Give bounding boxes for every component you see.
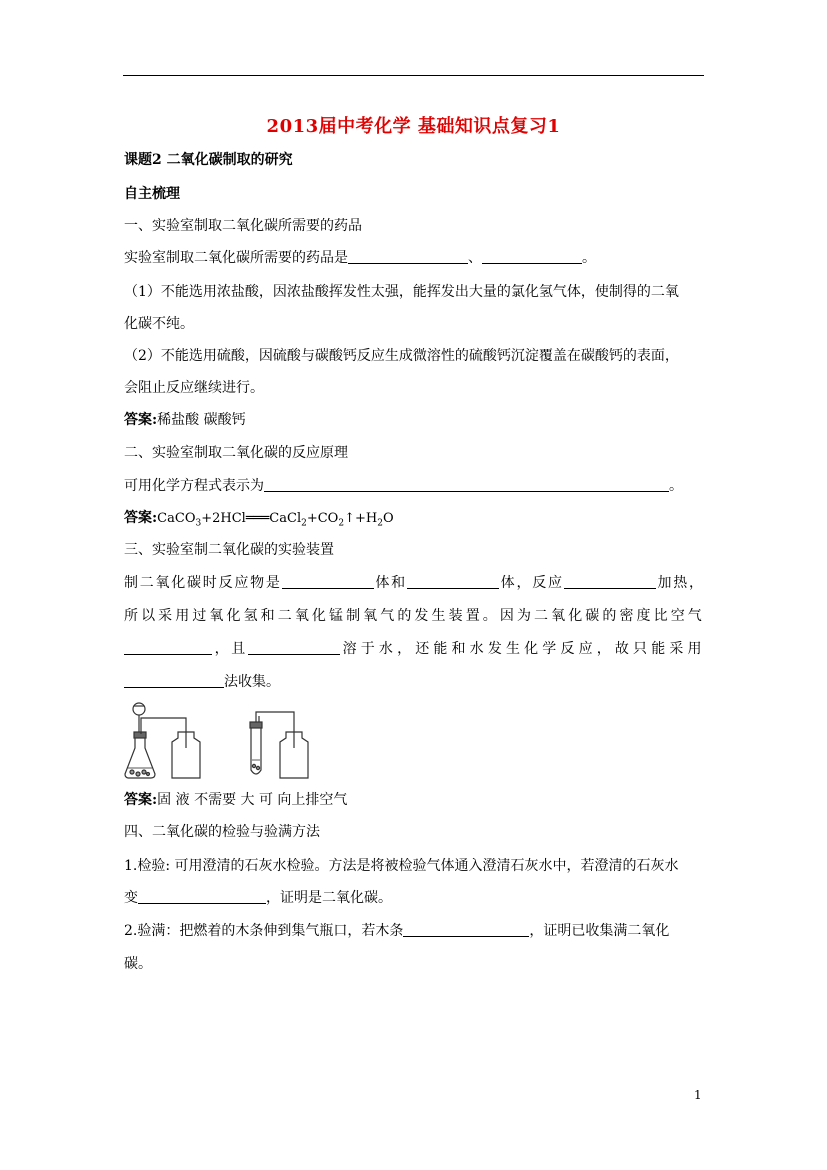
s4-heading: 四、二氧化碳的检验与验满方法	[124, 824, 320, 840]
s1-note2b: 会阻止反应继续进行。	[124, 380, 264, 396]
blank	[138, 889, 266, 904]
flask-apparatus-icon	[125, 703, 200, 778]
s3-answer: 答案:固 液 不需要 大 可 向上排空气	[124, 792, 348, 808]
blank	[403, 922, 529, 937]
s1-heading: 一、实验室制取二氧化碳所需要的药品	[124, 218, 362, 234]
header-rule	[123, 75, 704, 76]
s3-line4: 法收集。	[124, 672, 280, 692]
s2-heading: 二、实验室制取二氧化碳的反应原理	[124, 445, 348, 461]
blank	[407, 574, 499, 589]
blank	[124, 673, 224, 688]
blank	[564, 574, 656, 589]
s3-line1: 制二氧化碳时反应物是 体和 体，反应 加热，	[124, 575, 704, 591]
s3-line2: 所以采用过氧化氢和二氧化锰制氧气的发生装置。因为二氧化碳的密度比空气	[124, 608, 703, 624]
blank	[482, 249, 582, 264]
s4-p1b: 变 ，证明是二氧化碳。	[124, 890, 392, 906]
s3-line3: ，且 溶于水，还能和水发生化学反应，故只能采用	[124, 639, 703, 659]
s2-answer: 答案$:CaCO_3+2HCl═══CaCl_2+CO_2↑+H_2O$	[124, 510, 394, 529]
s1-note2a: （2）不能选用硫酸，因硫酸与碳酸钙反应生成微溶性的硫酸钙沉淀覆盖在碳酸钙的表面，	[124, 348, 679, 364]
section-label: 自主梳理	[124, 186, 180, 202]
apparatus-diagram	[120, 698, 340, 784]
blank	[264, 477, 669, 492]
s1-question: 实验室制取二氧化碳所需要的药品是 、 。	[124, 250, 596, 266]
blank	[124, 640, 212, 655]
s1-note1a: （1）不能选用浓盐酸，因浓盐酸挥发性太强，能挥发出大量的氯化氢气体，使制得的二氧	[124, 284, 679, 300]
page-number: 1	[694, 1088, 702, 1102]
s4-p1a: 1.检验: 可用澄清的石灰水检验。方法是将被检验气体通入澄清石灰水中，若澄清的石灰水	[124, 858, 679, 874]
s4-p2b: 碳。	[124, 956, 152, 972]
s3-heading: 三、实验室制二氧化碳的实验装置	[124, 542, 334, 558]
blank	[248, 640, 340, 655]
lesson-title: 课题2 二氧化碳制取的研究	[124, 152, 293, 168]
s1-answer: 答案:稀盐酸 碳酸钙	[124, 412, 246, 428]
s2-question: 可用化学方程式表示为 。	[124, 478, 683, 494]
page-title: 2013届中考化学 基础知识点复习1	[266, 116, 561, 137]
s1-note1b: 化碳不纯。	[124, 316, 194, 332]
test-tube-apparatus-icon	[250, 712, 308, 778]
blank	[282, 574, 374, 589]
blank	[348, 249, 468, 264]
s4-p2a: 2.验满：把燃着的木条伸到集气瓶口，若木条 ，证明已收集满二氧化	[124, 923, 670, 939]
